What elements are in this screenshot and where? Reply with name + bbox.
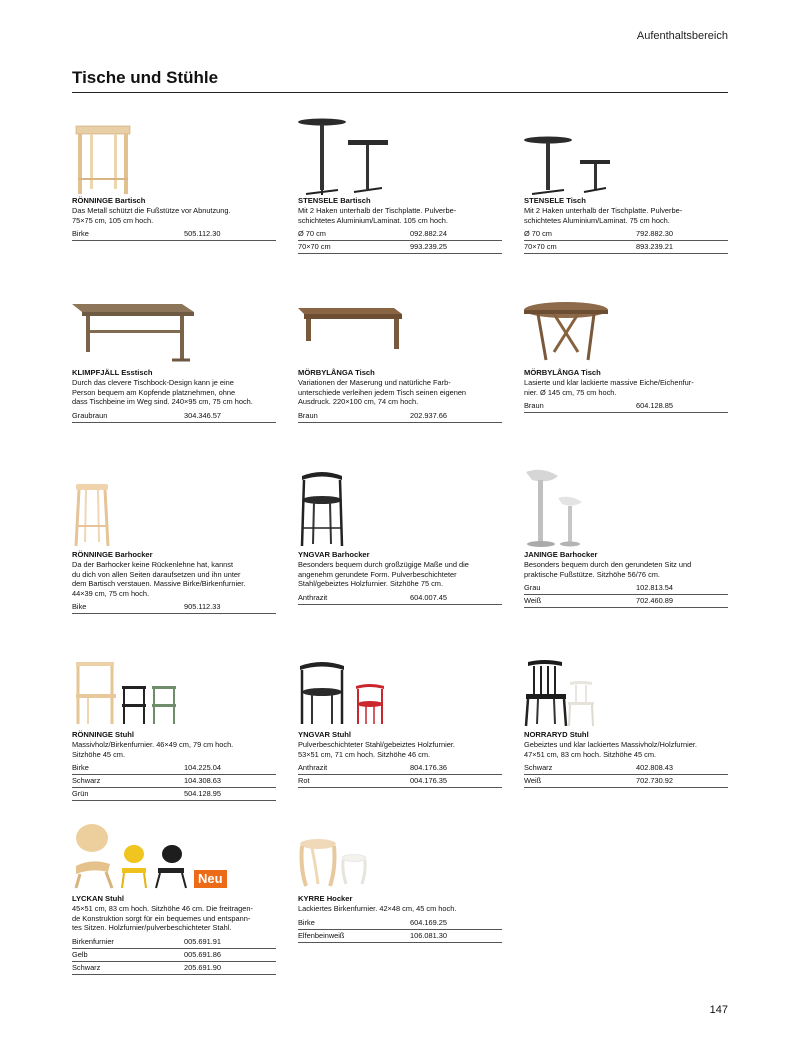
variant-row: 70×70 cm 893.239.21: [524, 241, 728, 254]
bar-stool-icon: [298, 466, 502, 550]
variant-row: Elfenbeinweiß 106.081.30: [298, 930, 502, 943]
product-description: Pulverbeschichteter Stahl/gebeiztes Holzfurnier. 53×51 cm, 71 cm hoch. Sitzhöhe 46 cm.: [298, 740, 455, 759]
product-name: RÖNNINGE Barhocker: [72, 550, 153, 559]
product-name: JANINGE Barhocker: [524, 550, 598, 559]
product-morbylanga-tisch-rect[interactable]: [298, 292, 502, 423]
variant-row: Braun 604.128.85: [524, 400, 728, 413]
product-yngvar-barhocker[interactable]: [298, 466, 502, 605]
product-image: [524, 658, 728, 730]
chair-icon: [524, 658, 728, 730]
product-description: Durch das clevere Tischbock-Design kann je eine Person bequem am Kopfende platznehmen, ohne dass Tischbeine im Weg sind. 240×95 cm, 75 cm hoch.: [72, 378, 253, 407]
product-name: MÖRBYLÅNGA Tisch: [298, 368, 375, 377]
variant-row: Birke 604.169.25: [298, 917, 502, 930]
product-name: YNGVAR Barhocker: [298, 550, 370, 559]
product-name: NORRARYD Stuhl: [524, 730, 589, 739]
product-image: [524, 466, 728, 550]
variant-row: Anthrazit 604.007.45: [298, 592, 502, 605]
product-image: [298, 466, 502, 550]
table-icon: [298, 292, 502, 368]
variant-row: Rot 004.176.35: [298, 775, 502, 788]
product-lyckan-stuhl[interactable]: [72, 820, 276, 975]
product-name: YNGVAR Stuhl: [298, 730, 352, 739]
product-image: [298, 658, 502, 730]
product-description: Lackiertes Birkenfurnier. 42×48 cm, 45 cm hoch.: [298, 904, 457, 913]
product-image: [298, 292, 502, 368]
variant-list: [524, 582, 728, 608]
variant-list: [72, 762, 276, 801]
product-image: [72, 292, 276, 368]
product-image: [72, 820, 276, 894]
variant-row: Birke 104.225.04: [72, 762, 276, 775]
bar-table-icon: [298, 112, 502, 196]
variant-row: Birkenfurnier 005.691.91: [72, 936, 276, 949]
product-stensele-bartisch[interactable]: [298, 112, 502, 254]
product-description: Besonders bequem durch den gerundeten Sitz und praktische Fußstütze. Sitzhöhe 56/76 cm.: [524, 560, 692, 579]
variant-row: Grün 504.128.95: [72, 788, 276, 801]
variant-list: [298, 228, 502, 254]
product-janinge-barhocker[interactable]: [524, 466, 728, 608]
variant-list: [72, 228, 276, 241]
product-image: [72, 658, 276, 730]
product-description: Da der Barhocker keine Rückenlehne hat, kannst du dich von allen Seiten daraufsetzen und ihn unter dem Bartisch verstauen. Massive Birke/Birkenfurnier. 44×39 cm, 75 cm hoch.: [72, 560, 246, 598]
bar-table-icon: [72, 112, 276, 196]
product-name: KYRRE Hocker: [298, 894, 353, 903]
product-description: Lasierte und klar lackierte massive Eiche/Eichenfur- nier. Ø 145 cm, 75 cm hoch.: [524, 378, 694, 397]
product-kyrre-hocker[interactable]: [298, 834, 502, 943]
chair-icon: [298, 658, 502, 730]
product-image: [298, 112, 502, 196]
variant-list: [298, 592, 502, 605]
product-name: RÖNNINGE Bartisch: [72, 196, 146, 205]
variant-row: Weiß 702.460.89: [524, 595, 728, 608]
product-ronninge-bartisch[interactable]: [72, 112, 276, 241]
new-badge: Neu: [194, 870, 227, 888]
page-number: 147: [709, 1004, 728, 1016]
chair-icon: [72, 820, 276, 894]
variant-row: Schwarz 104.308.63: [72, 775, 276, 788]
stool-icon: [298, 834, 502, 894]
round-table-icon: [524, 292, 728, 368]
product-image: [72, 112, 276, 196]
variant-row: Weiß 702.730.92: [524, 775, 728, 788]
product-description: Variationen der Maserung und natürliche Farb- unterschiede verleihen jedem Tisch seinen eigenen Ausdruck. 220×100 cm, 74 cm hoch.: [298, 378, 467, 407]
product-morbylanga-tisch-round[interactable]: [524, 292, 728, 413]
variant-row: Grau 102.813.54: [524, 582, 728, 595]
variant-list: [72, 410, 276, 423]
product-description: Massivholz/Birkenfurnier. 46×49 cm, 79 cm hoch. Sitzhöhe 45 cm.: [72, 740, 234, 759]
variant-row: Graubraun 304.346.57: [72, 410, 276, 423]
product-name: KLIMPFJÄLL Esstisch: [72, 368, 153, 377]
product-name: LYCKAN Stuhl: [72, 894, 125, 903]
variant-list: [524, 762, 728, 788]
variant-list: [72, 936, 276, 975]
section-label: Aufenthaltsbereich: [636, 30, 728, 42]
product-ronninge-barhocker[interactable]: [72, 476, 276, 614]
variant-row: Schwarz 402.808.43: [524, 762, 728, 775]
variant-row: Birke 505.112.30: [72, 228, 276, 241]
dining-table-icon: [72, 292, 276, 368]
product-description: Mit 2 Haken unterhalb der Tischplatte. Pulverbe- schichtetes Aluminium/Laminat. 75 cm hoch.: [524, 206, 683, 225]
product-norraryd-stuhl[interactable]: [524, 658, 728, 788]
product-image: [72, 476, 276, 550]
page-title: Tische und Stühle: [72, 68, 219, 87]
variant-list: [298, 762, 502, 788]
product-name: STENSELE Bartisch: [298, 196, 371, 205]
variant-list: [524, 228, 728, 254]
variant-row: Bike 905.112.33: [72, 601, 276, 614]
bar-stool-icon: [524, 466, 728, 550]
product-description: 45×51 cm, 83 cm hoch. Sitzhöhe 46 cm. Die freitragen- de Konstruktion sorgt für ein bequemes und entspann- tes Sitzen. Holzfurnier/pulverbeschichteter Stahl.: [72, 904, 253, 933]
table-icon: [524, 112, 728, 196]
product-description: Das Metall schützt die Fußstütze vor Abnutzung. 75×75 cm, 105 cm hoch.: [72, 206, 231, 225]
title-divider: [72, 92, 728, 93]
variant-row: Schwarz 205.691.90: [72, 962, 276, 975]
variant-list: [72, 601, 276, 614]
variant-list: [298, 410, 502, 423]
product-image: [298, 834, 502, 894]
product-description: Gebeiztes und klar lackiertes Massivholz/Holzfurnier. 47×51 cm, 83 cm hoch. Sitzhöhe 45 cm.: [524, 740, 697, 759]
product-name: MÖRBYLÅNGA Tisch: [524, 368, 601, 377]
variant-list: [524, 400, 728, 413]
product-yngvar-stuhl[interactable]: [298, 658, 502, 788]
variant-list: [298, 917, 502, 943]
product-name: RÖNNINGE Stuhl: [72, 730, 135, 739]
variant-row: Ø 70 cm 792.882.30: [524, 228, 728, 241]
product-description: Besonders bequem durch großzügige Maße und die angenehm gerundete Form. Pulverbeschichteter Stahl/gebeiztes Holzfurnier. Sitzhöhe 75 cm.: [298, 560, 469, 589]
variant-row: Gelb 005.691.86: [72, 949, 276, 962]
product-image: [524, 292, 728, 368]
product-ronninge-stuhl[interactable]: [72, 658, 276, 801]
product-description: Mit 2 Haken unterhalb der Tischplatte. Pulverbe- schichtetes Aluminium/Laminat. 105 cm hoch.: [298, 206, 457, 225]
product-klimpfjall-esstisch[interactable]: [72, 292, 276, 423]
variant-row: Anthrazit 804.176.36: [298, 762, 502, 775]
bar-stool-icon: [72, 476, 276, 550]
variant-row: Braun 202.937.66: [298, 410, 502, 423]
chair-icon: [72, 658, 276, 730]
variant-row: 70×70 cm 993.239.25: [298, 241, 502, 254]
product-name: STENSELE Tisch: [524, 196, 586, 205]
variant-row: Ø 70 cm 092.882.24: [298, 228, 502, 241]
product-stensele-tisch[interactable]: [524, 112, 728, 254]
product-image: [524, 112, 728, 196]
